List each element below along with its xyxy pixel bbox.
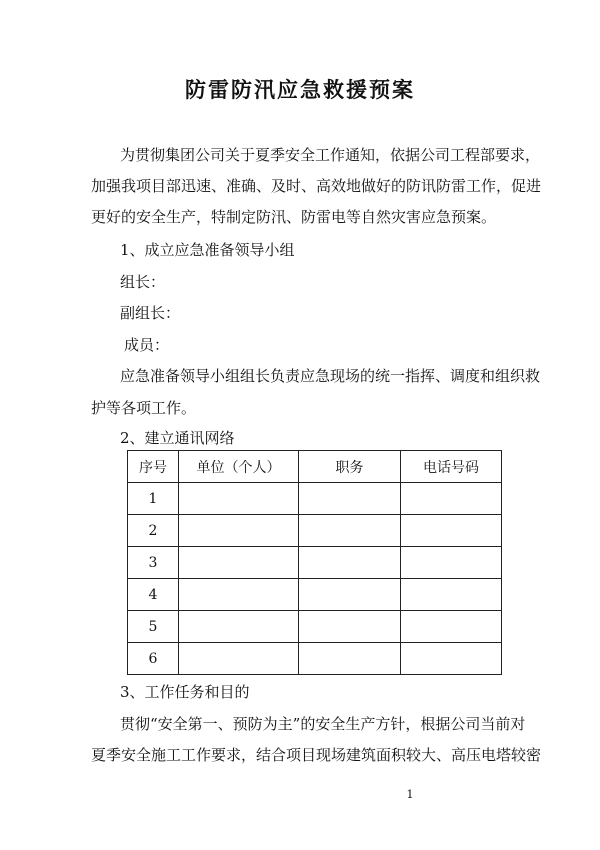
paragraph-line-1: 为贯彻集团公司关于夏季安全工作通知，依据公司工程部要求，: [120, 146, 541, 164]
position-cell: [299, 547, 401, 579]
unit-cell: [179, 611, 299, 643]
phone-cell: [401, 643, 502, 675]
phone-cell: [401, 611, 502, 643]
table-row: [128, 515, 502, 547]
row-number-cell: 2: [128, 515, 179, 547]
position-cell: [299, 611, 401, 643]
position-cell: [299, 643, 401, 675]
row-number-cell: 5: [128, 611, 179, 643]
unit-cell: [179, 483, 299, 515]
phone-cell: [401, 483, 502, 515]
table-row: [128, 547, 502, 579]
section-heading-1: 1、成立应急准备领导小组: [120, 241, 295, 259]
paragraph-line-5: 护等各项工作。: [91, 399, 197, 417]
header-cell-position: 职务: [299, 451, 401, 483]
row-number-cell: 3: [128, 547, 179, 579]
paragraph-line-2: 加强我项目部迅速、准确、及时、高效地做好的防讯防雷工作，促进: [91, 177, 542, 195]
table-row: [128, 643, 502, 675]
header-cell-unit: 单位（个人）: [179, 451, 299, 483]
table-row: [128, 611, 502, 643]
table-row: [128, 483, 502, 515]
section-heading-3: 3、工作任务和目的: [120, 683, 250, 701]
position-cell: [299, 515, 401, 547]
paragraph-line-7: 夏季安全施工工作要求，结合项目现场建筑面积较大、高压电塔较密: [91, 746, 542, 764]
table-header-row: [128, 451, 502, 483]
position-cell: [299, 579, 401, 611]
contact-table: [127, 450, 502, 675]
section-heading-2: 2、建立通讯网络: [120, 429, 235, 447]
leader-label: 组长：: [120, 273, 166, 291]
phone-cell: [401, 547, 502, 579]
row-number-cell: 6: [128, 643, 179, 675]
table-row: [128, 579, 502, 611]
phone-cell: [401, 515, 502, 547]
phone-cell: [401, 579, 502, 611]
document-title: 防雷防汛应急救援预案: [185, 78, 415, 102]
header-cell-number: 序号: [128, 451, 179, 483]
unit-cell: [179, 643, 299, 675]
row-number-cell: 1: [128, 483, 179, 515]
paragraph-line-4: 应急准备领导小组组长负责应急现场的统一指挥、调度和组织救: [120, 367, 541, 385]
header-cell-phone: 电话号码: [401, 451, 502, 483]
unit-cell: [179, 547, 299, 579]
paragraph-line-6: 贯彻“安全第一、预防为主”的安全生产方针，根据公司当前对: [120, 715, 526, 733]
row-number-cell: 4: [128, 579, 179, 611]
deputy-leader-label: 副组长：: [120, 304, 181, 322]
page-number: 1: [406, 788, 414, 801]
unit-cell: [179, 515, 299, 547]
position-cell: [299, 483, 401, 515]
members-label: 成员：: [124, 336, 170, 354]
paragraph-line-3: 更好的安全生产，特制定防汛、防雷电等自然灾害应急预案。: [91, 208, 497, 226]
unit-cell: [179, 579, 299, 611]
